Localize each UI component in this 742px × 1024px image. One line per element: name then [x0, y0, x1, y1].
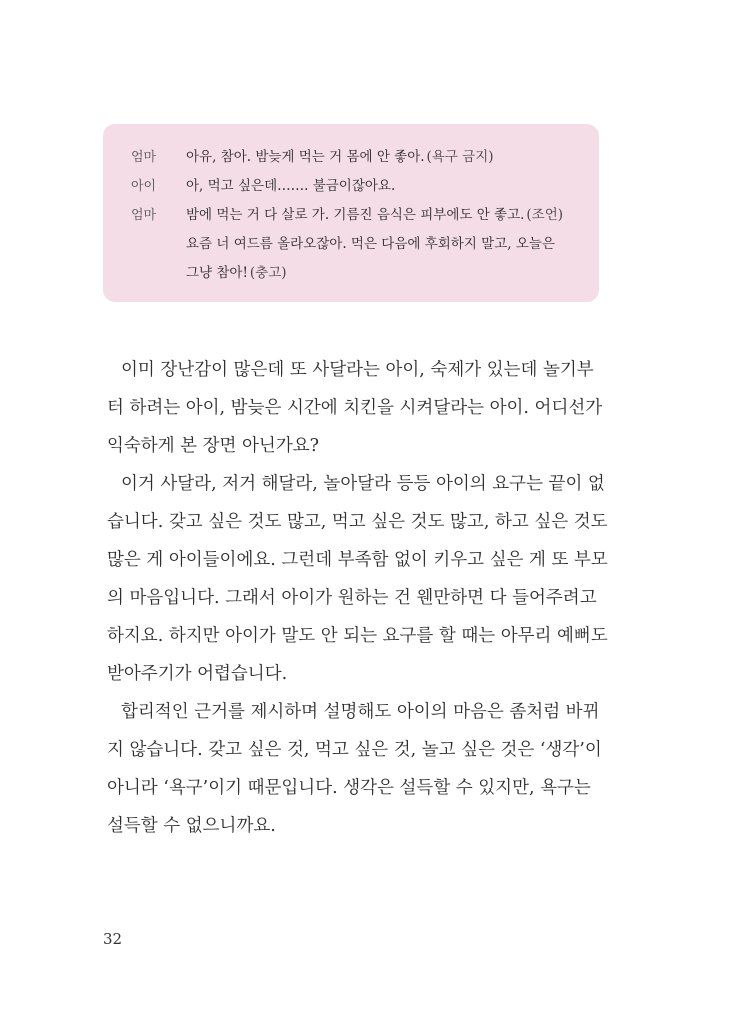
dialog-line	[131, 172, 599, 201]
body-line: 합리적인 근거를 제시하며 설명해도 아이의 마음은 좀처럼 바뀌	[121, 702, 600, 722]
page-number: 32	[103, 930, 123, 948]
body-text	[107, 351, 608, 845]
body-line: 습니다. 갖고 싶은 것도 많고, 먹고 싶은 것도 많고, 하고 싶은 것도	[107, 512, 608, 532]
body-line: 의 마음입니다. 그래서 아이가 원하는 건 웬만하면 다 들어주려고	[107, 588, 597, 608]
body-line: 이미 장난감이 많은데 또 사달라는 아이, 숙제가 있는데 놀기부	[121, 360, 594, 380]
speaker-label: 엄마	[131, 208, 157, 223]
dialog-line	[131, 230, 599, 259]
dialog-line	[131, 143, 599, 172]
body-line: 이거 사달라, 저거 해달라, 놀아달라 등등 아이의 요구는 끝이 없	[121, 474, 605, 494]
speech-note: (충고)	[249, 265, 287, 281]
speech-text: 그냥 참아!	[186, 265, 248, 281]
dialog-box	[103, 124, 599, 302]
speech-text: 아, 먹고 싶은데……. 불금이잖아요.	[186, 178, 396, 194]
speaker-label: 엄마	[131, 150, 157, 165]
speaker-label: 아이	[131, 179, 157, 194]
speech-text: 요즘 너 여드름 올라오잖아. 먹은 다음에 후회하지 말고, 오늘은	[186, 236, 555, 252]
body-line: 설득할 수 없으니까요.	[107, 816, 276, 836]
speech-note: (욕구 금지)	[426, 149, 494, 165]
dialog-line	[131, 259, 599, 288]
speech-text: 밤에 먹는 거 다 살로 가. 기름진 음식은 피부에도 안 좋고.	[186, 207, 525, 223]
body-line: 익숙하게 본 장면 아닌가요?	[107, 436, 320, 456]
body-line: 터 하려는 아이, 밤늦은 시간에 치킨을 시켜달라는 아이. 어디선가	[107, 398, 603, 418]
body-line: 지 않습니다. 갖고 싶은 것, 먹고 싶은 것, 놀고 싶은 것은 ‘생각’이	[107, 740, 602, 760]
body-line: 아니라 ‘욕구’이기 때문입니다. 생각은 설득할 수 있지만, 욕구는	[107, 778, 591, 798]
body-line: 많은 게 아이들이에요. 그런데 부족함 없이 키우고 싶은 게 또 부모	[107, 550, 608, 570]
speech-note: (조언)	[526, 207, 564, 223]
speech-text: 아유, 참아. 밤늦게 먹는 거 몸에 안 좋아.	[186, 149, 425, 165]
dialog-line	[131, 201, 599, 230]
body-line: 하지요. 하지만 아이가 말도 안 되는 요구를 할 때는 아무리 예뻐도	[107, 626, 608, 646]
body-line: 받아주기가 어렵습니다.	[107, 664, 288, 684]
